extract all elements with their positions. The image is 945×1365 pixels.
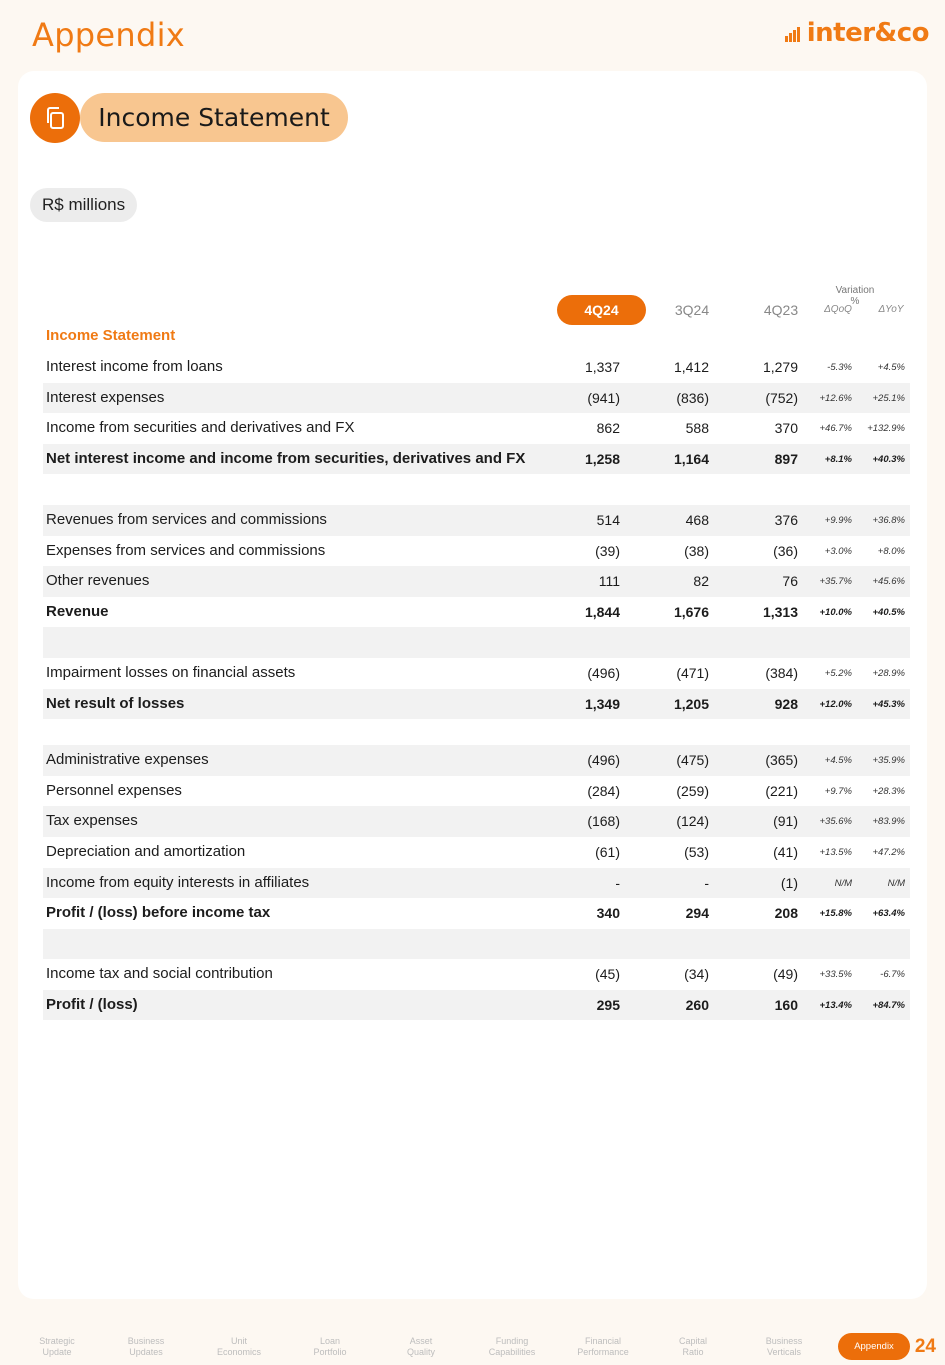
value-yoy: +4.5% xyxy=(877,362,905,373)
table-row-spacer xyxy=(43,627,910,658)
units-badge: R$ millions xyxy=(30,188,137,222)
value-4q24: 1,258 xyxy=(584,450,620,467)
value-3q24: (38) xyxy=(684,542,709,559)
value-qoq: +12.0% xyxy=(819,698,852,710)
value-4q23: 1,279 xyxy=(762,359,798,375)
table-row xyxy=(43,745,910,776)
value-4q24: (168) xyxy=(587,813,620,830)
row-label: Impairment losses on financial assets xyxy=(46,663,296,681)
column-header-4q23: 4Q23 xyxy=(763,302,799,318)
value-qoq: +3.0% xyxy=(824,545,852,557)
row-label: Revenues from services and commissions xyxy=(46,510,327,528)
value-3q24: (471) xyxy=(676,664,709,681)
value-4q23: (36) xyxy=(773,542,798,559)
value-3q24: (53) xyxy=(684,843,709,860)
table-row xyxy=(43,413,910,444)
table-row-spacer xyxy=(43,474,910,505)
value-qoq: +13.4% xyxy=(819,999,852,1011)
table-row-subtotal xyxy=(43,898,910,929)
nav-business-verticals[interactable]: Business Verticals xyxy=(765,1336,803,1357)
value-3q24: 82 xyxy=(693,573,709,590)
table-row xyxy=(43,505,910,536)
row-label: Income from securities and derivatives and FX xyxy=(46,419,355,437)
value-yoy: +36.8% xyxy=(872,514,905,526)
row-label: Other revenues xyxy=(46,572,150,590)
row-label: Net result of losses xyxy=(46,694,185,712)
value-qoq: +35.7% xyxy=(819,576,852,588)
value-qoq: +9.9% xyxy=(824,514,852,526)
value-yoy: +45.3% xyxy=(872,698,905,710)
value-yoy: +28.3% xyxy=(872,785,905,797)
value-4q23: 208 xyxy=(774,905,798,922)
value-4q23: 376 xyxy=(774,511,798,528)
variation-label: Variation % xyxy=(835,285,875,307)
logo-text: inter&co xyxy=(806,18,929,48)
value-3q24: 468 xyxy=(685,511,709,528)
value-4q24: 1,337 xyxy=(584,359,620,375)
value-3q24: (259) xyxy=(676,782,709,799)
value-4q24: 1,844 xyxy=(584,603,620,620)
nav-strategic-update[interactable]: Strategic Update xyxy=(39,1336,75,1357)
value-qoq: +35.6% xyxy=(819,816,852,828)
value-qoq: +46.7% xyxy=(819,423,852,435)
column-header-yoy: ΔYoY xyxy=(878,304,904,315)
table-row xyxy=(43,959,910,990)
section-title: Income Statement xyxy=(80,93,348,142)
value-4q24: (39) xyxy=(595,542,620,559)
nav-funding-capabilities[interactable]: Funding Capabilities xyxy=(488,1336,536,1357)
income-statement-table xyxy=(43,352,910,1020)
table-row xyxy=(43,536,910,567)
nav-business-updates[interactable]: Business Updates xyxy=(127,1336,165,1357)
table-row xyxy=(43,658,910,689)
row-label: Net interest income and income from securities, derivatives and FX xyxy=(46,449,526,467)
value-4q23: 76 xyxy=(782,573,798,590)
table-row xyxy=(43,776,910,807)
value-3q24: 588 xyxy=(685,420,709,437)
row-label: Interest income from loans xyxy=(46,358,223,375)
value-4q23: (41) xyxy=(773,843,798,860)
value-3q24: (124) xyxy=(676,813,709,830)
value-4q23: 370 xyxy=(774,420,798,437)
value-qoq: +8.1% xyxy=(824,453,852,465)
value-4q23: (384) xyxy=(765,664,798,681)
value-yoy: +63.4% xyxy=(872,908,905,920)
inter-co-logo xyxy=(785,20,929,46)
value-4q23: 1,313 xyxy=(762,603,798,620)
value-qoq: +10.0% xyxy=(819,606,852,618)
row-label: Tax expenses xyxy=(46,812,138,830)
table-row-spacer xyxy=(43,929,910,960)
value-yoy: N/M xyxy=(887,877,905,889)
row-label: Depreciation and amortization xyxy=(46,842,246,860)
nav-loan-portfolio[interactable]: Loan Portfolio xyxy=(313,1336,347,1357)
nav-financial-performance[interactable]: Financial Performance xyxy=(577,1336,629,1357)
value-3q24: (475) xyxy=(676,752,709,769)
value-3q24: (836) xyxy=(676,389,709,406)
value-4q24: 295 xyxy=(596,996,620,1013)
value-4q24: (45) xyxy=(595,966,620,983)
row-label: Profit / (loss) xyxy=(46,995,138,1013)
value-4q23: 160 xyxy=(774,996,798,1013)
table-row xyxy=(43,383,910,414)
value-yoy: +28.9% xyxy=(872,667,905,679)
nav-asset-quality[interactable]: Asset Quality xyxy=(406,1336,435,1357)
row-label: Expenses from services and commissions xyxy=(46,541,326,559)
value-qoq: -5.3% xyxy=(827,362,852,373)
column-header-3q24: 3Q24 xyxy=(674,302,710,318)
value-4q23: (1) xyxy=(780,874,798,891)
value-yoy: +8.0% xyxy=(877,545,905,557)
value-qoq: +33.5% xyxy=(819,969,852,981)
value-4q23: (49) xyxy=(773,966,798,983)
table-row-subtotal xyxy=(43,444,910,475)
value-yoy: +47.2% xyxy=(872,846,905,858)
value-3q24: 1,676 xyxy=(673,603,709,620)
value-4q24: (496) xyxy=(587,664,620,681)
table-title: Income Statement xyxy=(46,327,176,344)
value-yoy: +40.3% xyxy=(872,453,905,465)
row-label: Revenue xyxy=(46,602,109,620)
value-yoy: +25.1% xyxy=(872,392,905,404)
table-row-subtotal xyxy=(43,689,910,720)
value-4q23: 897 xyxy=(774,450,798,467)
value-4q24: 111 xyxy=(598,573,620,590)
value-yoy: +40.5% xyxy=(872,606,905,618)
table-gap xyxy=(43,719,910,745)
column-header-4q24: 4Q24 xyxy=(557,295,646,325)
value-4q24: (496) xyxy=(587,752,620,769)
value-4q24: 340 xyxy=(596,905,620,922)
value-4q24: - xyxy=(615,874,620,891)
value-4q24: (941) xyxy=(587,389,620,406)
table-row xyxy=(43,837,910,868)
value-4q24: 1,349 xyxy=(584,695,620,712)
value-3q24: 1,412 xyxy=(673,359,709,375)
row-label: Profit / (loss) before income tax xyxy=(46,904,271,922)
value-4q24: 862 xyxy=(596,420,620,437)
content-card xyxy=(18,71,927,1299)
value-4q23: (365) xyxy=(765,752,798,769)
logo-stripes-icon xyxy=(785,24,803,42)
footer-navigation xyxy=(0,1328,945,1365)
value-4q23: (91) xyxy=(773,813,798,830)
table-row-total xyxy=(43,990,910,1021)
row-label: Personnel expenses xyxy=(46,781,182,799)
value-3q24: - xyxy=(704,874,709,891)
value-4q24: (284) xyxy=(587,782,620,799)
row-label: Income from equity interests in affiliates xyxy=(46,873,310,891)
value-yoy: +83.9% xyxy=(872,816,905,828)
value-4q24: 514 xyxy=(596,511,620,528)
value-yoy: -6.7% xyxy=(880,969,905,981)
table-row xyxy=(43,806,910,837)
row-label: Administrative expenses xyxy=(46,751,209,769)
value-qoq: +12.6% xyxy=(819,392,852,404)
value-4q23: (221) xyxy=(765,782,798,799)
page-number: 24 xyxy=(914,1336,936,1357)
nav-unit-economics[interactable]: Unit Economics xyxy=(216,1336,261,1357)
value-yoy: +35.9% xyxy=(872,755,905,767)
value-qoq: +9.7% xyxy=(824,785,852,797)
table-row xyxy=(43,566,910,597)
row-label: Income tax and social contribution xyxy=(46,965,273,983)
value-4q23: (752) xyxy=(765,389,798,406)
value-3q24: 294 xyxy=(685,905,709,922)
value-qoq: +4.5% xyxy=(824,755,852,767)
value-qoq: N/M xyxy=(834,877,852,889)
value-qoq: +13.5% xyxy=(819,846,852,858)
value-3q24: 1,164 xyxy=(673,450,709,467)
value-qoq: +15.8% xyxy=(819,908,852,920)
table-row-subtotal xyxy=(43,597,910,628)
copy-icon xyxy=(30,93,80,143)
nav-appendix[interactable]: Appendix xyxy=(838,1333,910,1360)
value-4q24: (61) xyxy=(595,843,620,860)
nav-capital-ratio[interactable]: Capital Ratio xyxy=(678,1336,707,1357)
value-4q23: 928 xyxy=(774,695,798,712)
row-label: Interest expenses xyxy=(46,388,165,406)
value-3q24: (34) xyxy=(684,966,709,983)
value-yoy: +45.6% xyxy=(872,576,905,588)
table-row xyxy=(43,868,910,899)
value-3q24: 1,205 xyxy=(673,695,709,712)
table-row xyxy=(43,352,910,383)
value-yoy: +84.7% xyxy=(872,999,905,1011)
value-3q24: 260 xyxy=(685,996,709,1013)
value-yoy: +132.9% xyxy=(867,423,905,435)
value-qoq: +5.2% xyxy=(824,667,852,679)
page-title: Appendix xyxy=(32,16,186,54)
column-header-qoq: ΔQoQ xyxy=(824,304,852,315)
